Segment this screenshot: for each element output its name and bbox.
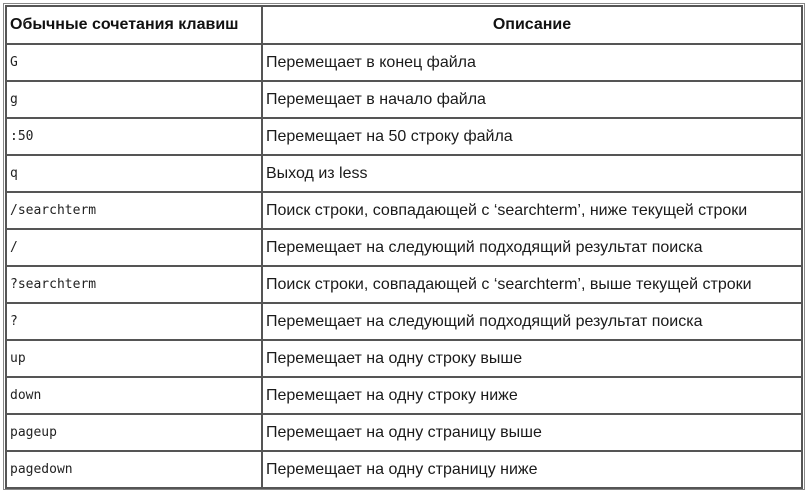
shortcut-key: up <box>6 340 262 377</box>
shortcut-key: pagedown <box>6 451 262 488</box>
description-column-header: Описание <box>262 6 802 44</box>
shortcut-key: G <box>6 44 262 81</box>
shortcut-description: Перемещает на одну строку ниже <box>262 377 802 414</box>
shortcut-description: Перемещает на одну страницу ниже <box>262 451 802 488</box>
shortcut-key: /searchterm <box>6 192 262 229</box>
table-row <box>6 229 802 266</box>
table-row <box>6 414 802 451</box>
shortcut-key: :50 <box>6 118 262 155</box>
shortcut-description: Перемещает на одну строку выше <box>262 340 802 377</box>
shortcut-key: / <box>6 229 262 266</box>
table-row <box>6 451 802 488</box>
shortcut-description: Перемещает в начало файла <box>262 81 802 118</box>
shortcuts-table <box>5 5 803 489</box>
table-row <box>6 266 802 303</box>
table-row <box>6 192 802 229</box>
shortcut-description: Выход из less <box>262 155 802 192</box>
table-row <box>6 340 802 377</box>
shortcut-key: pageup <box>6 414 262 451</box>
shortcut-key: g <box>6 81 262 118</box>
shortcut-description: Перемещает на следующий подходящий результат поиска <box>262 303 802 340</box>
table-row <box>6 81 802 118</box>
shortcut-key: down <box>6 377 262 414</box>
table-row <box>6 155 802 192</box>
shortcut-description: Поиск строки, совпадающей с ‘searchterm’, ниже текущей строки <box>262 192 802 229</box>
shortcut-key: ?searchterm <box>6 266 262 303</box>
table-row <box>6 303 802 340</box>
keys-column-header: Обычные сочетания клавиш <box>6 6 262 44</box>
shortcut-description: Поиск строки, совпадающей с ‘searchterm’, выше текущей строки <box>262 266 802 303</box>
table-row <box>6 377 802 414</box>
shortcut-description: Перемещает на одну страницу выше <box>262 414 802 451</box>
shortcut-key: q <box>6 155 262 192</box>
table-row <box>6 44 802 81</box>
shortcut-description: Перемещает на 50 строку файла <box>262 118 802 155</box>
shortcut-key: ? <box>6 303 262 340</box>
header-row <box>6 6 802 44</box>
shortcut-description: Перемещает в конец файла <box>262 44 802 81</box>
table-row <box>6 118 802 155</box>
shortcut-description: Перемещает на следующий подходящий результат поиска <box>262 229 802 266</box>
